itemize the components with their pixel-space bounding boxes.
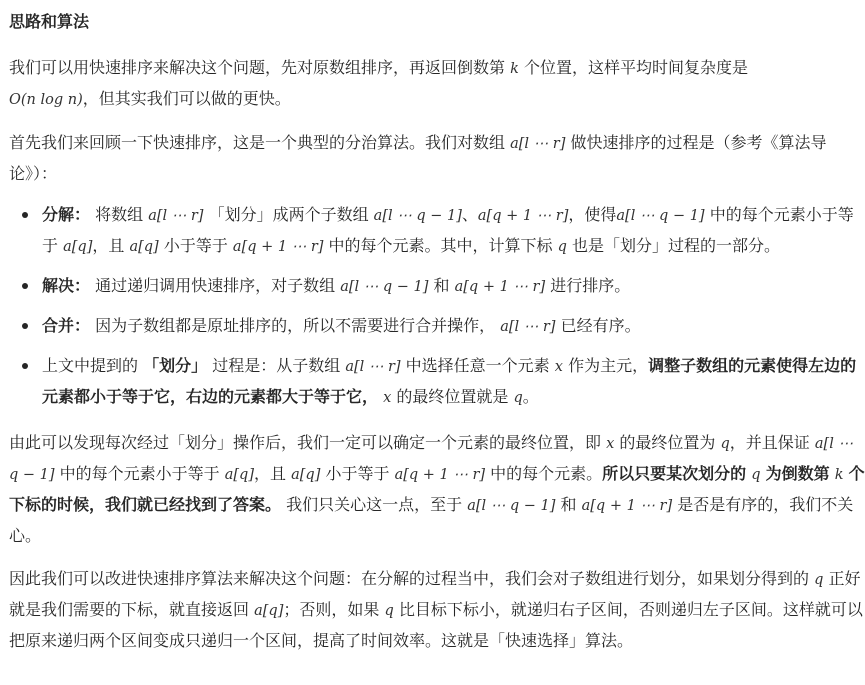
math: a[q + 1 ⋯ r] xyxy=(581,498,673,514)
text: ；否则，如果 xyxy=(283,600,380,619)
article xyxy=(9,0,865,685)
math: a[l ⋯ q − 1] xyxy=(616,208,705,224)
math: a[q] xyxy=(254,603,284,619)
math: a[l ⋯ r] xyxy=(148,208,204,224)
math: a[l ⋯ q − 1] xyxy=(373,208,462,224)
math: a[q] xyxy=(291,467,321,483)
text: 小于等于 xyxy=(163,236,228,255)
steps-list xyxy=(9,200,865,413)
math: q xyxy=(557,239,567,255)
math-array: a[l ⋯ r] xyxy=(510,136,566,152)
text: 中选择任意一个元素 xyxy=(405,356,550,375)
list-item-partition-note xyxy=(42,351,865,413)
section-title: 思路和算法 xyxy=(9,12,90,31)
math-k: k xyxy=(510,61,519,77)
label-combine: 合并： xyxy=(42,316,91,335)
math: a[q + 1 ⋯ r] xyxy=(477,208,569,224)
list-item-divide xyxy=(42,200,865,262)
text: 已经有序。 xyxy=(560,316,641,335)
text: 中的每个元素。其中，计算下标 xyxy=(328,236,553,255)
text: 将数组 xyxy=(95,205,144,224)
math: a[q] xyxy=(129,239,159,255)
math: a[q + 1 ⋯ r] xyxy=(232,239,324,255)
math: a[q] xyxy=(224,467,254,483)
text: 中的每个元素。 xyxy=(490,464,603,483)
text: 和 xyxy=(433,276,450,295)
math: a[q + 1 ⋯ r] xyxy=(394,467,486,483)
text: ，并且保证 xyxy=(729,433,810,452)
text: ，使得 xyxy=(568,205,617,224)
text: 上文中提到的 xyxy=(42,356,139,375)
text: ，且 xyxy=(92,236,125,255)
paragraph-quicksort-review xyxy=(9,128,865,188)
text: 做快速排序的过程是（参考《算法导论》）： xyxy=(9,133,827,183)
math: q xyxy=(384,603,394,619)
text: 。 xyxy=(522,387,539,406)
math: q xyxy=(720,436,730,452)
text: 和 xyxy=(560,495,577,514)
text: 的最终位置就是 xyxy=(396,387,509,406)
math: a[l ⋯ q − 1] xyxy=(340,279,429,295)
math: k xyxy=(834,467,844,483)
math: a[q + 1 ⋯ r] xyxy=(454,279,546,295)
text: 我们可以用快速排序来解决这个问题，先对原数组排序，再返回倒数第 xyxy=(9,58,506,77)
math: a[q] xyxy=(63,239,93,255)
math: a[l ⋯ q − 1] xyxy=(9,436,853,483)
paragraph-intro xyxy=(9,53,865,115)
label-divide: 分解： xyxy=(42,205,91,224)
math: x xyxy=(554,359,563,375)
text: 过程是：从子数组 xyxy=(212,356,341,375)
text: 正好就是我们需要的下标，就直接返回 xyxy=(9,569,861,619)
math: q xyxy=(751,467,761,483)
text: 、 xyxy=(461,205,478,224)
bold-text: 个下标的时候，我们就已经找到了答案。 xyxy=(9,464,865,514)
text: ，且 xyxy=(254,464,287,483)
text: 由此可以发现每次经过「划分」操作后，我们一定可以确定一个元素的最终位置，即 xyxy=(9,433,602,452)
bold-text: 「划分」 xyxy=(143,356,208,375)
text: ，但其实我们可以做的更快。 xyxy=(82,89,291,108)
paragraph-quickselect xyxy=(9,564,865,655)
text: 「划分」成两个子数组 xyxy=(208,205,369,224)
bold-text: 所以只要某次划分的 xyxy=(602,464,747,483)
text: 进行排序。 xyxy=(550,276,631,295)
math: a[l ⋯ r] xyxy=(500,319,556,335)
label-conquer: 解决： xyxy=(42,276,91,295)
text: 首先我们来回顾一下快速排序，这是一个典型的分治算法。我们对数组 xyxy=(9,133,506,152)
text: 通过递归调用快速排序，对子数组 xyxy=(95,276,336,295)
math: a[l ⋯ q − 1] xyxy=(467,498,556,514)
math: x xyxy=(383,390,392,406)
text: 比目标下标小，就递归右子区间，否则递归左子区间。这样就可以把原来递归两个区间变成只递归一个区间，提高了时间效率。这就是「快速选择」算法。 xyxy=(9,600,863,650)
text: 作为主元， xyxy=(568,356,649,375)
list-item-conquer xyxy=(42,271,865,302)
text: 的最终位置为 xyxy=(619,433,716,452)
math: q xyxy=(814,572,824,588)
math: q xyxy=(513,390,523,406)
text: 中的每个元素小于等于 xyxy=(59,464,220,483)
bold-text: 调整子数组的元素使得左边的元素都小于等于它，右边的元素都大于等于它， xyxy=(42,356,857,406)
text: 因为子数组都是原址排序的，所以不需要进行合并操作， xyxy=(95,316,496,335)
text: 是否是有序的，我们不关心。 xyxy=(9,495,854,545)
text: 因此我们可以改进快速排序算法来解决这个问题：在分解的过程当中，我们会对子数组进行划分，如果划分得到的 xyxy=(9,569,810,588)
text: 也是「划分」过程的一部分。 xyxy=(572,236,781,255)
math: x xyxy=(606,436,615,452)
bold-text: 为倒数第 xyxy=(765,464,830,483)
list-item-combine xyxy=(42,311,865,342)
text: 我们只关心这一点，至于 xyxy=(286,495,463,514)
text: 小于等于 xyxy=(325,464,390,483)
math-complexity: O(n log n) xyxy=(9,92,83,108)
text: 中的每个元素小于等于 xyxy=(42,205,854,255)
math: a[l ⋯ r] xyxy=(345,359,401,375)
paragraph-observation xyxy=(9,428,865,550)
text: 个位置，这样平均时间复杂度是 xyxy=(524,58,749,77)
